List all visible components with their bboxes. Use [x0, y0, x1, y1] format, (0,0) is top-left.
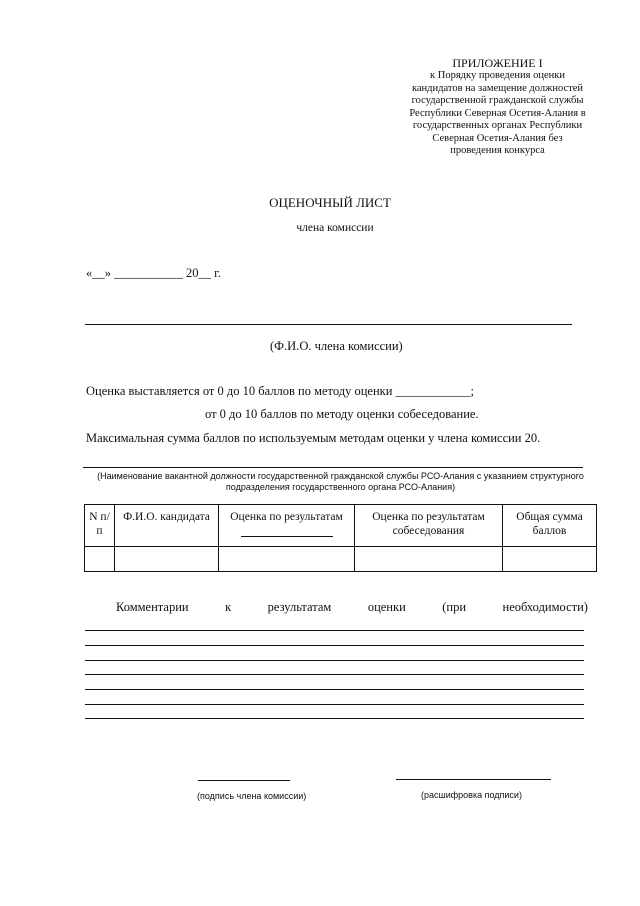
- position-line: [83, 467, 583, 468]
- comment-line: [85, 630, 584, 631]
- comment-line: [85, 718, 584, 719]
- position-caption: (Наименование вакантной должности государственной гражданской службы РСО-Алания с указанием структурного подразделения государственного органа РСО-Алания): [97, 471, 584, 492]
- appendix-line: кандидатов на замещение должностей: [411, 82, 584, 94]
- comments-word: к: [225, 600, 232, 614]
- signature-caption: (подпись члена комиссии): [197, 791, 307, 801]
- decoding-line: [396, 779, 551, 780]
- table-header-row: [85, 505, 597, 547]
- comment-line: [85, 660, 584, 661]
- appendix-title: ПРИЛОЖЕНИЕ I: [452, 56, 543, 70]
- member-name-caption: (Ф.И.О. члена комиссии): [270, 339, 403, 353]
- comment-line: [85, 689, 584, 690]
- method-blank-line: [241, 536, 333, 537]
- interview-range-text: от 0 до 10 баллов по методу оценки собеседование.: [205, 407, 479, 421]
- appendix-line: государственной гражданской службы: [411, 95, 584, 106]
- comment-line: [85, 674, 584, 675]
- table-row: [85, 547, 597, 572]
- cell-interview-score: [355, 547, 503, 572]
- comments-word: (при: [442, 600, 467, 614]
- header-method-score-label: Оценка по результатам: [230, 511, 343, 523]
- appendix-line: к Порядку проведения оценки: [430, 70, 565, 81]
- decoding-caption: (расшифровка подписи): [421, 790, 522, 800]
- appendix-block: [400, 56, 595, 158]
- signature-line: [198, 780, 290, 781]
- comment-line: [85, 704, 584, 705]
- scores-table: [84, 504, 597, 572]
- appendix-line: государственных органах Республики: [412, 120, 583, 131]
- document-title: ОЦЕНОЧНЫЙ ЛИСТ: [269, 195, 391, 210]
- comment-line: [85, 645, 584, 646]
- cell-number: [85, 547, 115, 572]
- cell-method-score: [219, 547, 355, 572]
- comments-heading: [116, 600, 588, 615]
- date-line: «__» ___________ 20__ г.: [86, 266, 221, 280]
- comments-word: оценки: [367, 600, 406, 614]
- comments-word: необходимости): [502, 600, 588, 614]
- document-subtitle: члена комиссии: [296, 222, 374, 234]
- score-range-text: Оценка выставляется от 0 до 10 баллов по методу оценки ____________;: [86, 384, 474, 398]
- header-total-score: Общая сумма баллов: [503, 505, 597, 547]
- appendix-line: Республики Северная Осетия-Алания в: [409, 107, 586, 119]
- comments-word: Комментарии: [116, 600, 189, 614]
- header-interview-score: Оценка по результатам собеседования: [355, 505, 503, 547]
- cell-total-score: [503, 547, 597, 572]
- comments-word: результатам: [267, 600, 332, 614]
- header-method-score: [219, 505, 355, 547]
- header-candidate-name: Ф.И.О. кандидата: [115, 505, 219, 547]
- appendix-line: проведения конкурса: [450, 145, 545, 156]
- max-score-text: Максимальная сумма баллов по используемым методам оценки у члена комиссии 20.: [86, 431, 541, 445]
- member-name-line: [85, 324, 572, 325]
- appendix-line: Северная Осетия-Алания без: [432, 132, 563, 144]
- cell-candidate-name: [115, 547, 219, 572]
- header-number: N п/п: [85, 505, 115, 547]
